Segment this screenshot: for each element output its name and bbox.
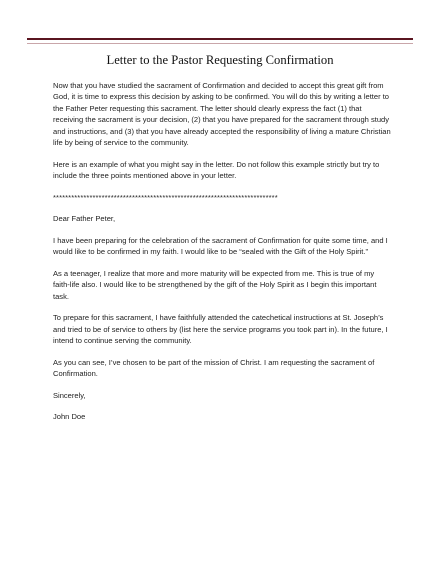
example-paragraph: Here is an example of what you might say in the letter. Do not follow this example strictly but try to include the three points mentioned above in your letter. (53, 159, 380, 181)
letter-paragraph: As you can see, I’ve chosen to be part of the mission of Christ. I am requesting the sacrament of Confirmation. (53, 357, 375, 379)
header-rule-light (27, 43, 413, 44)
letter-paragraph: As a teenager, I realize that more and more maturity will be expected from me. This is true of my faith-life also. I would like to be strengthened by the gift of the Holy Spirit as I begin this important task. (53, 268, 377, 301)
letter-paragraph: I have been preparing for the celebration of the sacrament of Confirmation for quite some time, and I would like to be confirmed in my faith. I would like to be “sealed with the Gift of the Holy Spirit.” (53, 235, 388, 257)
letter-paragraph: To prepare for this sacrament, I have faithfully attended the catechetical instructions at St. Joseph’s and tried to be of service to others by (list here the service programs you took part in). In the future, I intend to continue serving the community. (53, 313, 388, 346)
letter-salutation: Dear Father Peter, (53, 214, 116, 224)
separator-line: ************************************************************************** (53, 192, 278, 202)
intro-paragraph: Now that you have studied the sacrament of Confirmation and decided to accept this great gift from God, it is time to express this decision by asking to be confirmed. You will do this by writing a letter to the Father Peter requesting this sacrament. The letter should clearly express the fact (1) that receiving the sacrament is your decision, (2) that you have prepared for the sacrament through study and instructions, and (3) that you have already accepted the responsibility of living a mature Christian life by being of service to the community. (53, 81, 391, 148)
document-body (53, 80, 393, 433)
page-title: Letter to the Pastor Requesting Confirmation (106, 53, 334, 67)
letter-signature: John Doe (53, 412, 86, 422)
letter-closing: Sincerely, (53, 390, 86, 400)
header-rule-dark (27, 38, 413, 40)
